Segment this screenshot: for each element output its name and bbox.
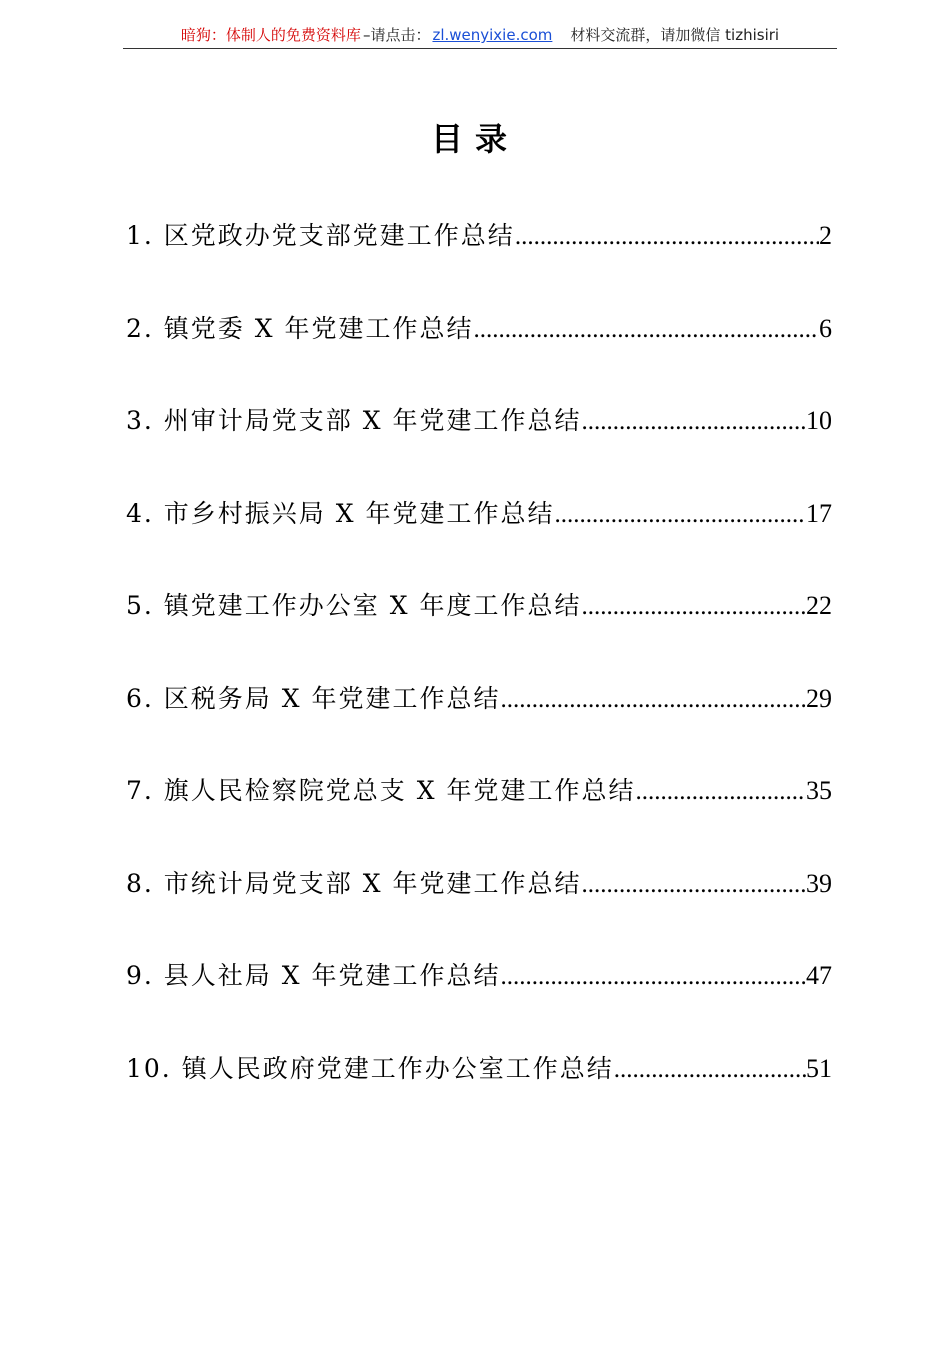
toc-entry[interactable] — [126, 948, 832, 1041]
toc-entry[interactable] — [126, 208, 832, 301]
toc-entry-label: 3. 州审计局党支部 X 年党建工作总结 — [126, 406, 582, 435]
toc-dot-leader — [515, 209, 819, 265]
toc-entry-page: 35 — [806, 776, 832, 805]
toc-entry[interactable] — [126, 393, 832, 486]
toc-entry[interactable] — [126, 578, 832, 671]
header-contact-text: 材料交流群，请加微信 tizhisiri — [570, 26, 780, 44]
toc-dot-leader — [614, 1042, 806, 1098]
document-title: 目录 — [430, 120, 519, 158]
toc-dot-leader — [582, 857, 807, 913]
toc-entry-page: 10 — [806, 406, 832, 435]
header-cta-text: –请点击： — [362, 26, 431, 44]
toc-entry[interactable] — [126, 1041, 832, 1134]
toc-entry-label: 2. 镇党委 X 年党建工作总结 — [126, 313, 474, 343]
toc-entry[interactable] — [126, 856, 832, 949]
toc-entry[interactable] — [126, 671, 832, 764]
toc-entry-page: 2 — [819, 221, 832, 250]
toc-entry-page: 29 — [806, 683, 832, 713]
toc-dot-leader — [501, 672, 807, 728]
toc-entry[interactable] — [126, 486, 832, 579]
toc-entry-page: 6 — [819, 313, 832, 343]
table-of-contents — [126, 208, 832, 1133]
page-header — [123, 22, 837, 49]
toc-dot-leader — [582, 394, 807, 450]
toc-dot-leader — [582, 579, 807, 635]
toc-entry-page: 39 — [806, 868, 832, 898]
toc-entry-label: 1. 区党政办党支部党建工作总结 — [126, 221, 515, 250]
toc-entry-label: 7. 旗人民检察院党总支 X 年党建工作总结 — [126, 776, 636, 805]
toc-entry[interactable] — [126, 763, 832, 856]
toc-dot-leader — [501, 949, 807, 1005]
toc-entry-label: 6. 区税务局 X 年党建工作总结 — [126, 683, 501, 713]
header-website-link[interactable]: zl.wenyixie.com — [432, 26, 553, 44]
header-promo-text: 暗狗：体制人的免费资料库 — [180, 26, 361, 44]
toc-dot-leader — [474, 302, 820, 358]
toc-entry-page: 47 — [806, 961, 832, 990]
toc-entry-label: 4. 市乡村振兴局 X 年党建工作总结 — [126, 498, 555, 528]
toc-entry-page: 17 — [806, 498, 832, 528]
toc-entry-label: 5. 镇党建工作办公室 X 年度工作总结 — [126, 591, 582, 620]
toc-dot-leader — [636, 764, 807, 820]
toc-entry-label: 9. 县人社局 X 年党建工作总结 — [126, 961, 501, 990]
toc-entry-label: 8. 市统计局党支部 X 年党建工作总结 — [126, 868, 582, 898]
toc-entry-label: 10. 镇人民政府党建工作办公室工作总结 — [126, 1053, 614, 1083]
toc-entry[interactable] — [126, 301, 832, 394]
toc-entry-page: 51 — [806, 1053, 832, 1083]
toc-dot-leader — [555, 487, 807, 543]
toc-entry-page: 22 — [806, 591, 832, 620]
